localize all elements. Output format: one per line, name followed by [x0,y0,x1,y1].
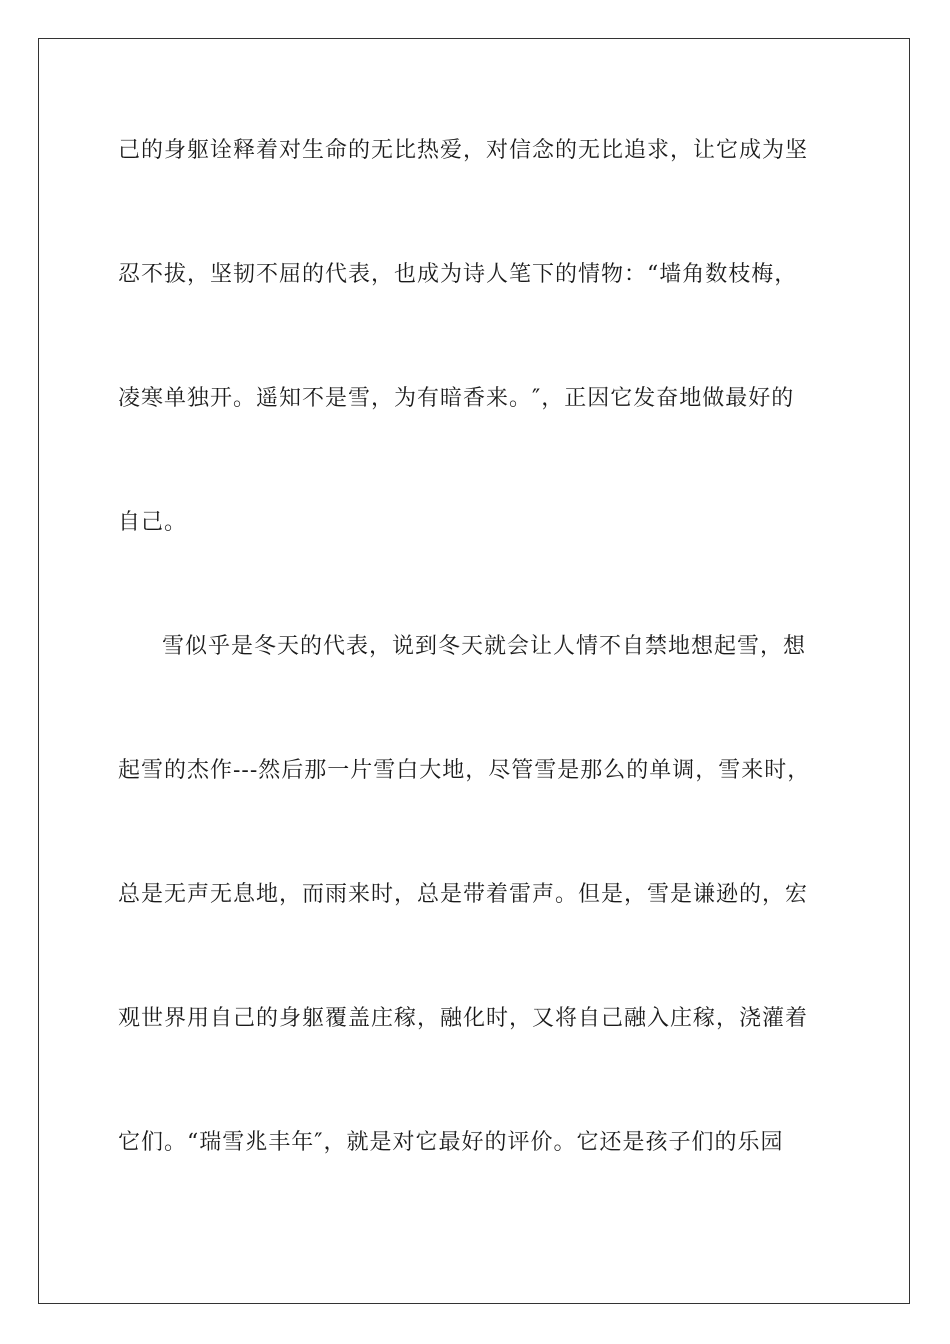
paragraph-line: 凌寒单独开。遥知不是雪，为有暗香来。″，正因它发奋地做最好的 [118,386,795,411]
paragraph-line: 它们。“瑞雪兆丰年″，就是对它最好的评价。它还是孩子们的乐园 [118,1130,784,1155]
paragraph-line: 总是无声无息地，而雨来时，总是带着雷声。但是，雪是谦逊的，宏 [118,882,809,907]
paragraph-line: 己的身躯诠释着对生命的无比热爱，对信念的无比追求，让它成为坚 [118,138,809,163]
paragraph-line: 观世界用自己的身躯覆盖庄稼，融化时，又将自己融入庄稼，浇灌着 [118,1006,809,1031]
page-border [38,38,910,1304]
paragraph-line: 忍不拔，坚韧不屈的代表，也成为诗人笔下的情物：“墙角数枝梅， [118,262,798,287]
paragraph-line: 起雪的杰作---然后那一片雪白大地，尽管雪是那么的单调，雪来时， [118,758,811,783]
paragraph-line-indented: 雪似乎是冬天的代表，说到冬天就会让人情不自禁地想起雪，想 [162,634,807,659]
paragraph-line: 自己。 [118,510,188,535]
